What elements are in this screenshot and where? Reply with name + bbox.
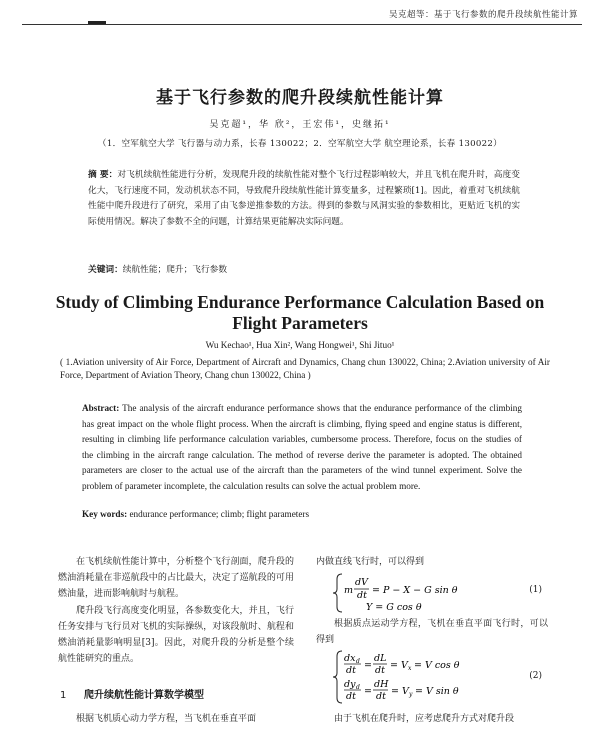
body-paragraph: 由于飞机在爬升时，应考虑爬升方式对爬升段 bbox=[334, 714, 515, 724]
body-paragraph: 根据飞机质心动力学方程，当飞机在垂直平面 bbox=[76, 714, 257, 724]
section-title: 爬升续航性能计算数学模型 bbox=[84, 690, 204, 701]
svg-text:= P − X − G sin θ: = P − X − G sin θ bbox=[372, 585, 458, 596]
svg-text:x: x bbox=[408, 665, 412, 672]
keywords-cn-text: 续航性能；爬升；飞行参数 bbox=[122, 265, 227, 275]
svg-text:dV: dV bbox=[355, 577, 368, 588]
header-rule bbox=[22, 24, 582, 25]
keywords-cn bbox=[88, 263, 520, 275]
equation-1-number: (1) bbox=[529, 585, 542, 595]
body-paragraph: 爬升段飞行高度变化明显，各参数变化大，并且，飞行任务安排与飞行员对飞机的实际操纵，对该段航时、航程和燃油消耗量影响明显[3]。因此，对爬升段的分析是整个续航性能研究的重点。 bbox=[58, 605, 294, 665]
svg-text:= V cos θ: = V cos θ bbox=[414, 660, 460, 671]
keywords-cn-label: 关键词： bbox=[88, 265, 123, 275]
svg-text:dt: dt bbox=[375, 665, 385, 676]
svg-text:= V sin θ: = V sin θ bbox=[415, 686, 459, 697]
title-cn: 基于飞行参数的爬升段续航性能计算 bbox=[156, 88, 444, 108]
svg-text:dL: dL bbox=[374, 653, 387, 664]
keywords-en bbox=[82, 509, 522, 519]
affiliation-cn: （1．空军航空大学 飞行器与动力系，长春 130022；2．空军航空大学 航空理论系，长春 130022） bbox=[97, 139, 503, 149]
abstract-cn-text: 对飞机续航性能进行分析，发现爬升段的续航性能对整个飞行过程影响较大，并且飞机在爬升时，高度变化大，飞行速度不同，发动机状态不同，导致爬升段续航性能计算变量多，过程繁琐[1]。因此，着重对飞机续航性能中爬升段进行了研究，采用了由飞参逆推参数的方法。得到的参数与风洞实验的参数相比，更贴近飞机的实际使用情况。解决了参数不全的问题，计算结果更能解决实际问题。 bbox=[88, 170, 520, 227]
svg-text:dt: dt bbox=[376, 691, 386, 702]
svg-text:dt: dt bbox=[346, 665, 356, 676]
keywords-en-text: endurance performance; climb; flight parameters bbox=[129, 509, 310, 519]
section-heading bbox=[60, 686, 204, 701]
svg-text:=: = bbox=[364, 660, 372, 671]
equation-1-graphic bbox=[328, 571, 550, 615]
svg-text:= V: = V bbox=[390, 660, 408, 671]
running-head: 吴克超等：基于飞行参数的爬升段续航性能计算 bbox=[388, 10, 578, 20]
svg-text:=: = bbox=[364, 686, 372, 697]
svg-text:m: m bbox=[344, 585, 354, 596]
body-paragraph: 内做直线飞行时，可以得到 bbox=[316, 557, 425, 567]
authors-cn: 吴克超¹，华 欣²，王宏伟¹，史继拓¹ bbox=[209, 120, 391, 130]
svg-text:d: d bbox=[356, 658, 360, 665]
body-left-column bbox=[58, 554, 294, 667]
affiliation-en: ( 1.Aviation university of Air Force, Department of Aircraft and Dynamics, Chang chun 130022, China; 2.Aviation university of Air Force, Department of Aviation Theory, Chang chun 130022, China ) bbox=[60, 357, 550, 380]
abstract-en-label: Abstract: bbox=[82, 403, 120, 413]
svg-text:dy: dy bbox=[344, 679, 356, 690]
svg-text:dt: dt bbox=[357, 590, 367, 601]
abstract-en-text: The analysis of the aircraft endurance performance shows that the endurance performance of the climbing has great impact on the whole flight process. When the aircraft is climbing, flying speed and engine status is different, resulting in climbing life performance calculation variables, cumbersome process. Therefore, focus on the studies of the climbing in the aircraft range calculation. The method of reverse derive the parameter is adopted. The obtained parameters are closer to the actual use of the aircraft than the parameters of the wind tunnel experiment. Solve the problem of parameter incomplete, the calculation results can solve the actual problem more. bbox=[82, 403, 522, 491]
abstract-cn-label: 摘 要： bbox=[88, 170, 118, 180]
equation-2 bbox=[328, 649, 550, 705]
abstract-en bbox=[82, 401, 522, 495]
body-paragraph: 在飞机续航性能计算中，分析整个飞行剖面，爬升段的燃油消耗量在非巡航段中的占比最大，决定了巡航段的可用燃油量，进而影响航时与航程。 bbox=[58, 557, 294, 600]
svg-text:d: d bbox=[356, 684, 360, 691]
keywords-en-label: Key words: bbox=[82, 509, 128, 519]
equation-2-graphic bbox=[328, 649, 550, 705]
svg-text:dt: dt bbox=[346, 691, 356, 702]
equation-2-number: (2) bbox=[529, 671, 542, 681]
section-number: 1 bbox=[60, 690, 67, 701]
title-en: Study of Climbing Endurance Performance Calculation Based on Flight Parameters bbox=[55, 292, 545, 333]
authors-en: Wu Kechao¹, Hua Xin², Wang Hongwei¹, Shi Jituo¹ bbox=[205, 340, 395, 350]
svg-text:Y = G cos θ: Y = G cos θ bbox=[366, 602, 422, 613]
svg-text:dH: dH bbox=[374, 679, 389, 690]
svg-text:= V: = V bbox=[391, 686, 409, 697]
svg-text:y: y bbox=[409, 691, 413, 698]
body-paragraph: 根据质点运动学方程，飞机在垂直平面飞行时，可以得到 bbox=[316, 619, 548, 646]
svg-text:dx: dx bbox=[344, 653, 356, 664]
equation-1 bbox=[328, 571, 550, 615]
abstract-cn bbox=[88, 168, 520, 230]
